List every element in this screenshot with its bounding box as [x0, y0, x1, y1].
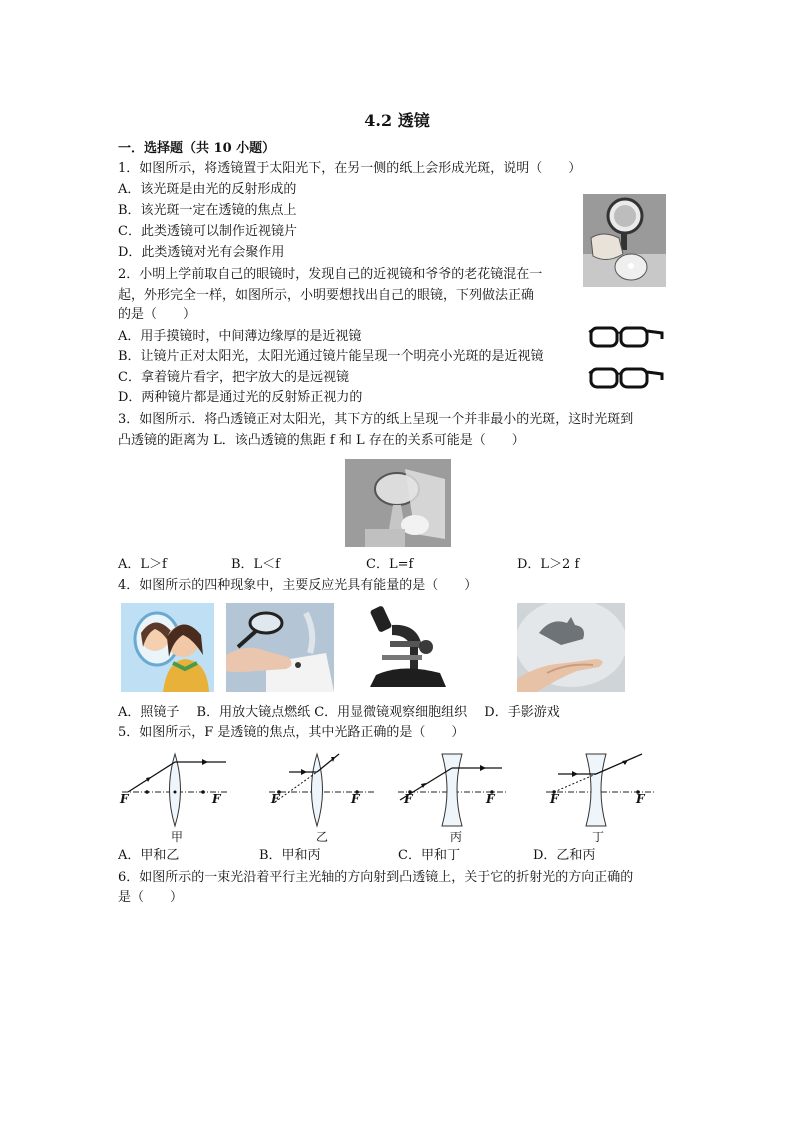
focus-label: F — [550, 792, 559, 806]
q1-stem: 1．如图所示，将透镜置于太阳光下，在另一侧的纸上会形成光斑，说明（ ） — [118, 161, 582, 176]
focus-label: F — [120, 792, 129, 806]
q5-option-d: D．乙和丙 — [533, 848, 596, 863]
q1-option-d: D．此类透镜对光有会聚作用 — [118, 245, 285, 260]
q2-option-a: A．用手摸镜时，中间薄边缘厚的是近视镜 — [118, 329, 362, 344]
page-title: 4.2 透镜 — [364, 111, 430, 130]
q3-option-c: C．L=f — [366, 557, 414, 572]
focus-label: F — [351, 792, 360, 806]
q2-stem-line1: 2．小明上学前取自己的眼镜时，发现自己的近视镜和爷爷的老花镜混在一 — [118, 267, 543, 282]
q1-option-c: C．此类透镜可以制作近视镜片 — [118, 224, 297, 239]
q5-stem: 5．如图所示，F 是透镜的焦点，其中光路正确的是（ ） — [118, 725, 465, 740]
optics-diagram-bing — [396, 752, 508, 832]
optics-diagram-jia — [118, 752, 230, 832]
diagram-label-yi: 乙 — [316, 830, 329, 844]
q6-stem-line2: 是（ ） — [118, 890, 184, 905]
q2-option-b: B．让镜片正对太阳光，太阳光通过镜片能呈现一个明亮小光斑的是近视镜 — [118, 349, 544, 364]
diagram-label-bing: 丙 — [450, 830, 463, 844]
q3-option-d: D．L＞2 f — [517, 557, 580, 572]
q2-option-c: C．拿着镜片看字，把字放大的是远视镜 — [118, 370, 349, 385]
magnifier-photo — [583, 194, 666, 287]
q4-options: A．照镜子 B．用放大镜点燃纸 C．用显微镜观察细胞组织 D．手影游戏 — [118, 705, 560, 720]
focus-label: F — [271, 792, 280, 806]
q3-stem-line2: 凸透镜的距离为 L．该凸透镜的焦距 f 和 L 存在的关系可能是（ ） — [118, 433, 525, 448]
q3-option-b: B．L＜f — [231, 557, 280, 572]
focus-label: F — [212, 792, 221, 806]
q5-option-c: C．甲和丁 — [398, 848, 460, 863]
q3-stem-line1: 3．如图所示．将凸透镜正对太阳光，其下方的纸上呈现一个并非最小的光斑，这时光斑到 — [118, 412, 634, 427]
microscope-photo — [362, 603, 453, 692]
hand-shadow-photo — [517, 603, 625, 692]
q2-stem-line3: 的是（ ） — [118, 307, 197, 322]
q2-option-d: D．两种镜片都是通过光的反射矫正视力的 — [118, 390, 363, 405]
q5-option-a: A．甲和乙 — [118, 848, 180, 863]
focus-label: F — [404, 792, 413, 806]
section-heading: 一．选择题（共 10 小题） — [118, 141, 276, 156]
q4-stem: 4．如图所示的四种现象中，主要反应光具有能量的是（ ） — [118, 578, 478, 593]
lens-sun-photo — [345, 459, 451, 547]
optics-diagram-ding — [544, 752, 656, 832]
q2-stem-line2: 起，外形完全一样，如图所示，小明要想找出自己的眼镜，下列做法正确 — [118, 288, 535, 303]
focus-label: F — [486, 792, 495, 806]
diagram-label-ding: 丁 — [592, 830, 605, 844]
glasses-icon — [588, 323, 664, 359]
magnifier-burning-paper-photo — [226, 603, 334, 692]
optics-diagram-yi — [265, 752, 377, 832]
focus-label: F — [636, 792, 645, 806]
diagram-label-jia: 甲 — [171, 830, 184, 844]
q1-option-b: B．该光斑一定在透镜的焦点上 — [118, 203, 297, 218]
q1-option-a: A．该光斑是由光的反射形成的 — [118, 182, 297, 197]
q6-stem-line1: 6．如图所示的一束光沿着平行主光轴的方向射到凸透镜上，关于它的折射光的方向正确的 — [118, 870, 634, 885]
glasses-icon — [588, 364, 664, 400]
q5-option-b: B．甲和丙 — [259, 848, 321, 863]
mirror-girl-picture — [121, 603, 214, 692]
q3-option-a: A．L＞f — [118, 557, 167, 572]
